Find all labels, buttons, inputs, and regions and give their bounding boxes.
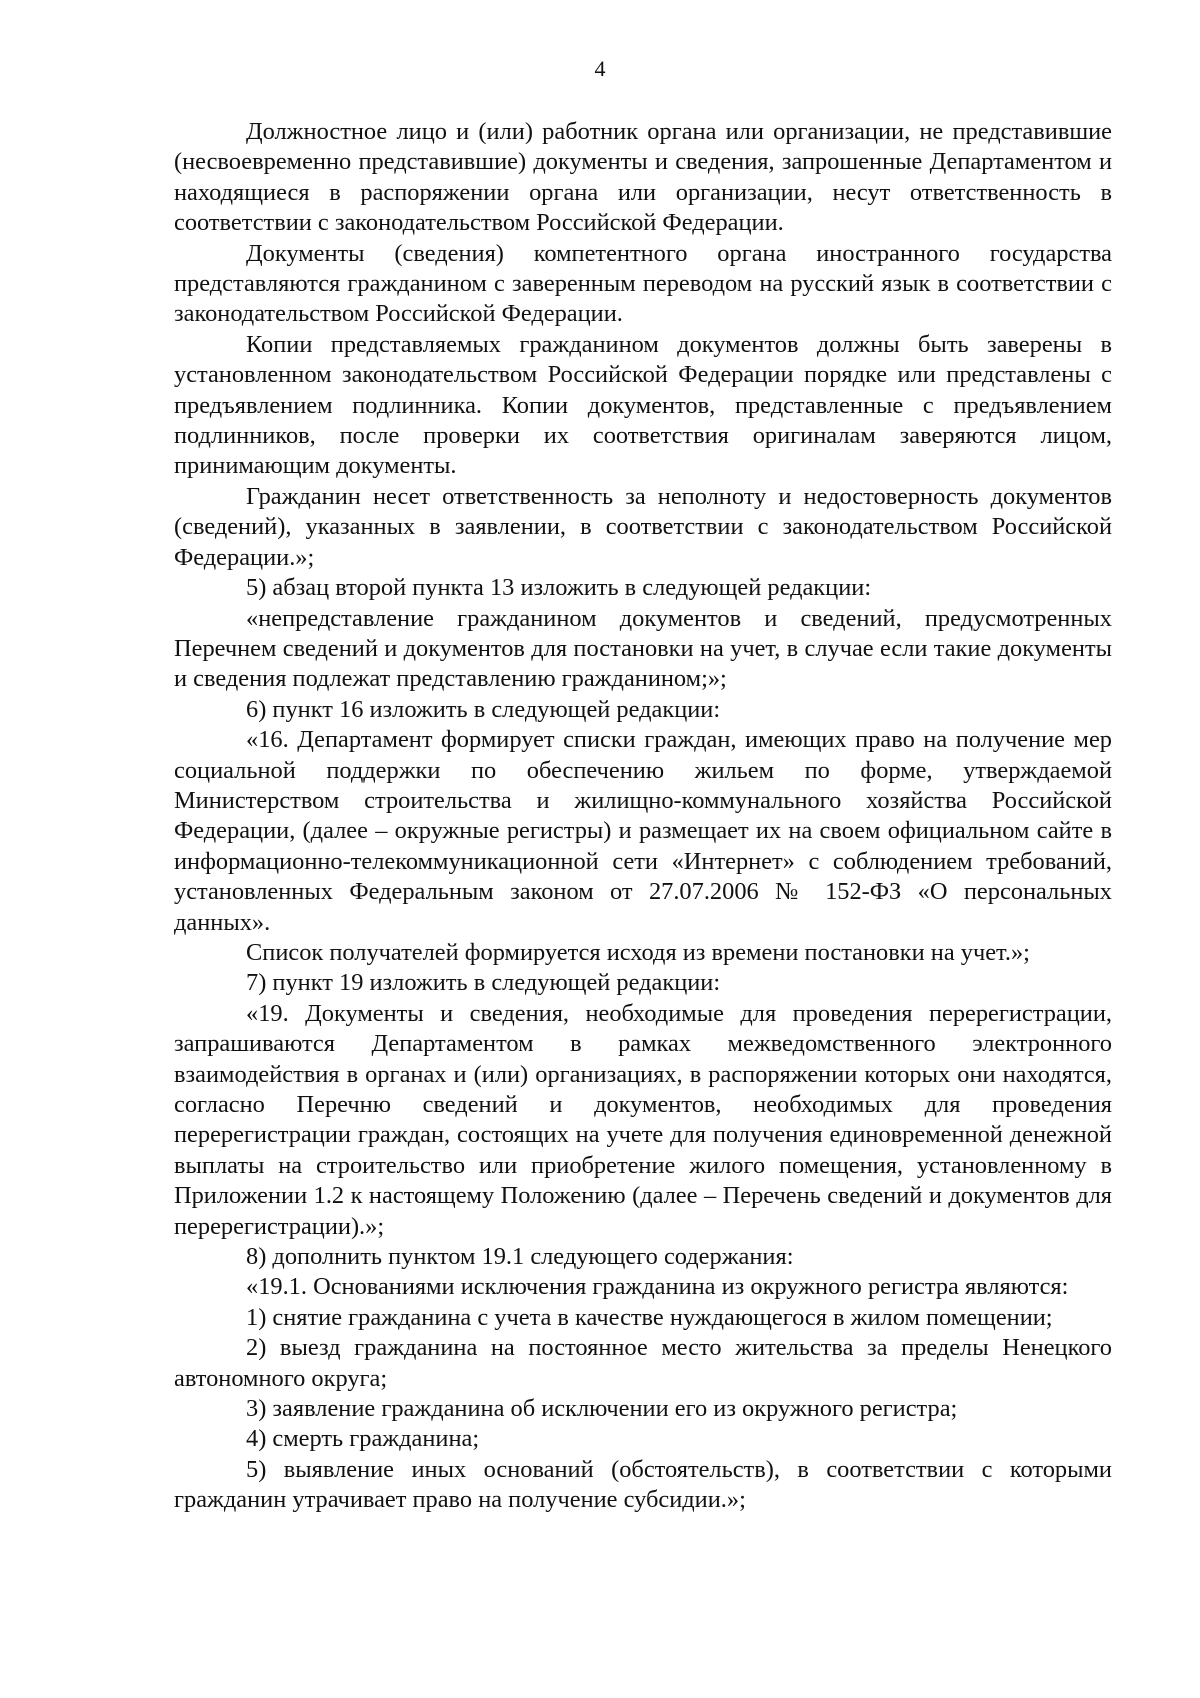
paragraph-item-8: 8) дополнить пунктом 19.1 следующего содержания: xyxy=(246,1243,794,1271)
paragraph-ground-3: 3) заявление гражданина об исключении его из окружного регистра; xyxy=(246,1395,958,1423)
paragraph-recipients-list: Список получателей формируется исходя из времени постановки на учет.»; xyxy=(246,938,1030,966)
paragraph-item-6: 6) пункт 16 изложить в следующей редакции: xyxy=(246,695,721,723)
document-body xyxy=(174,117,1112,1516)
paragraph-clause-16: «16. Департамент формирует списки граждан, имеющих право на получение мер социальной поддержки по обеспечению жильем по форме, утверждаемой Министерством строительства и жилищно-коммунального хозяйства Российской Федерации, (далее – окружные регистры) и размещает их на своем официальном сайте в информационно-телекоммуникационной сети «Интернет» с соблюдением требований, установленных Федеральным законом от 27.07.2006 № 152-ФЗ «О персональных данных». xyxy=(174,726,1112,936)
paragraph-document-copies: Копии представляемых гражданином документов должны быть заверены в установленном законодательством Российской Федерации порядке или представлены с предъявлением подлинника. Копии документов, представленные с предъявлением подлинников, после проверки их соответствия оригиналам заверяются лицом, принимающим документы. xyxy=(174,330,1112,480)
paragraph-item-5: 5) абзац второй пункта 13 изложить в следующей редакции: xyxy=(246,574,872,602)
paragraph-citizen-liability: Гражданин несет ответственность за неполноту и недостоверность документов (сведений), указанных в заявлении, в соответствии с законодательством Российской Федерации.»; xyxy=(174,482,1112,571)
paragraph-item-7: 7) пункт 19 изложить в следующей редакции: xyxy=(246,969,721,997)
paragraph-liability-officials: Должностное лицо и (или) работник органа или организации, не представившие (несвоевременно представившие) документы и сведения, запрошенные Департаментом и находящиеся в распоряжении органа или организации, несут ответственность в соответствии с законодательством Российской Федерации. xyxy=(174,118,1112,237)
paragraph-clause-19: «19. Документы и сведения, необходимые для проведения перерегистрации, запрашиваются Департаментом в рамках межведомственного электронного взаимодействия в органах и (или) организациях, в распоряжении которых они находятся, согласно Перечню сведений и документов, необходимых для проведения перерегистрации граждан, состоящих на учете для получения единовременной денежной выплаты на строительство или приобретение жилого помещения, установленному в Приложении 1.2 к настоящему Положению (далее – Перечень сведений и документов для перерегистрации).»; xyxy=(174,999,1112,1240)
page-number: 4 xyxy=(594,56,606,81)
paragraph-ground-5: 5) выявление иных оснований (обстоятельств), в соответствии с которыми гражданин утрачивает право на получение субсидии.»; xyxy=(174,1455,1112,1514)
paragraph-ground-4: 4) смерть гражданина; xyxy=(246,1425,480,1453)
paragraph-ground-2: 2) выезд гражданина на постоянное место жительства за пределы Ненецкого автономного округа; xyxy=(174,1334,1112,1392)
paragraph-ground-1: 1) снятие гражданина с учета в качестве нуждающегося в жилом помещении; xyxy=(246,1303,1053,1331)
paragraph-clause-19-1: «19.1. Основаниями исключения гражданина из окружного регистра являются: xyxy=(246,1273,1069,1301)
paragraph-item-5-text: «непредставление гражданином документов и сведений, предусмотренных Перечнем сведений и документов для постановки на учет, в случае если такие документы и сведения подлежат представлению гражданином;»; xyxy=(174,604,1112,693)
paragraph-foreign-documents: Документы (сведения) компетентного органа иностранного государства представляются гражданином с заверенным переводом на русский язык в соответствии с законодательством Российской Федерации. xyxy=(174,239,1112,328)
